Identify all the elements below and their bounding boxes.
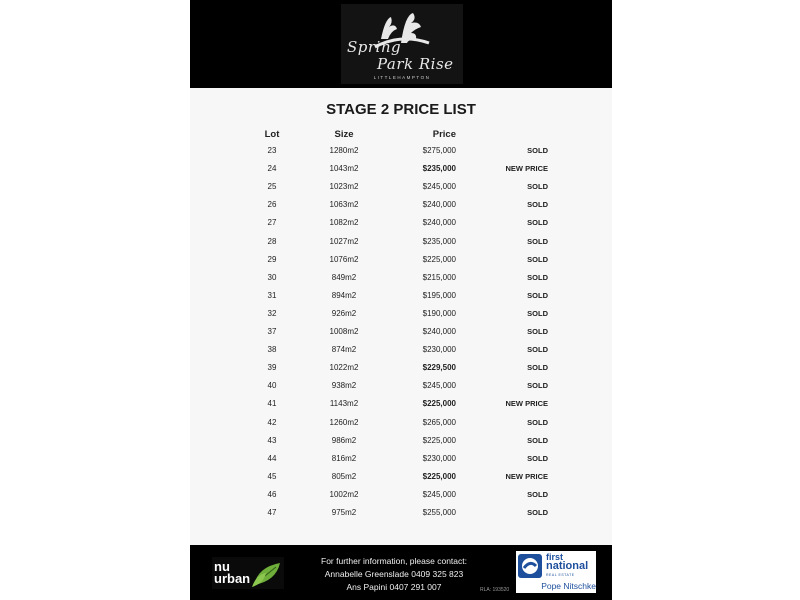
size-cell: 1023m2 [329, 182, 359, 192]
leaf-icon [252, 561, 282, 587]
table-row [190, 146, 612, 164]
lot-cell: 39 [267, 363, 277, 373]
page-title: STAGE 2 PRICE LIST [326, 101, 476, 118]
table-row [190, 164, 612, 182]
lot-cell: 42 [267, 417, 277, 427]
table-row [190, 345, 612, 363]
price-cell: $265,000 [422, 417, 456, 427]
size-cell: 1002m2 [329, 489, 359, 499]
lot-cell: 25 [267, 182, 277, 192]
price-cell: $225,000 [422, 399, 456, 409]
lot-cell: 41 [267, 399, 277, 409]
table-row [190, 363, 612, 381]
lot-cell: 38 [267, 345, 277, 355]
price-cell: $215,000 [422, 272, 456, 282]
price-cell: $225,000 [422, 471, 456, 481]
size-cell: 894m2 [331, 290, 357, 300]
status-cell: SOLD [527, 218, 548, 228]
size-cell: 1280m2 [329, 146, 359, 155]
size-cell: 1260m2 [329, 417, 359, 427]
lot-cell: 44 [267, 453, 277, 463]
price-cell: $240,000 [422, 327, 456, 336]
status-cell: SOLD [527, 363, 548, 373]
table-row [190, 309, 612, 327]
price-cell: $235,000 [422, 236, 456, 246]
price-cell: $225,000 [422, 254, 456, 264]
status-cell: SOLD [527, 453, 548, 463]
table-row [190, 255, 612, 273]
header-band [190, 0, 612, 88]
lot-cell: 45 [267, 471, 277, 481]
lot-cell: 29 [267, 254, 277, 264]
status-cell: SOLD [527, 254, 548, 264]
price-cell: $245,000 [422, 182, 456, 192]
price-cell: $225,000 [422, 435, 456, 445]
price-cell: $245,000 [422, 381, 456, 391]
size-cell: 1143m2 [329, 399, 359, 409]
table-row [190, 490, 612, 508]
first-national-sub: REAL ESTATE [546, 573, 575, 577]
table-row [190, 418, 612, 436]
column-header-lot: Lot [264, 129, 280, 140]
logo-text-line2: Park Rise [377, 55, 454, 73]
price-cell: $240,000 [422, 218, 456, 228]
table-row [190, 237, 612, 255]
first-national-emblem-icon [518, 554, 542, 578]
table-row [190, 273, 612, 291]
contact-annabelle: Annabelle Greenslade 0409 325 823 [324, 569, 464, 579]
spring-park-rise-logo [341, 4, 463, 84]
status-cell: SOLD [527, 182, 548, 192]
size-cell: 926m2 [331, 308, 357, 318]
table-row [190, 454, 612, 472]
table-row [190, 291, 612, 309]
nu-urban-logo-text [214, 561, 250, 585]
status-cell: SOLD [527, 327, 548, 336]
size-cell: 1076m2 [329, 254, 359, 264]
status-cell: SOLD [527, 236, 548, 246]
first-national-line1: first [546, 552, 564, 562]
size-cell: 1027m2 [329, 236, 359, 246]
lot-cell: 30 [267, 272, 277, 282]
status-cell: SOLD [527, 417, 548, 427]
size-cell: 1043m2 [329, 164, 359, 174]
price-cell: $235,000 [422, 164, 456, 174]
price-cell: $275,000 [422, 146, 456, 155]
status-cell: NEW PRICE [505, 399, 548, 409]
size-cell: 1082m2 [329, 218, 359, 228]
table-row [190, 399, 612, 417]
contact-ans: Ans Papini 0407 291 007 [346, 582, 442, 592]
column-header-price: Price [432, 129, 456, 140]
price-cell: $230,000 [422, 453, 456, 463]
size-cell: 1008m2 [329, 327, 359, 336]
first-national-line2: national [546, 560, 589, 572]
rla-number: RLA: 193520 [480, 587, 510, 593]
table-row [190, 327, 612, 345]
lot-cell: 24 [267, 164, 277, 174]
price-cell: $229,500 [422, 363, 456, 373]
status-cell: SOLD [527, 146, 548, 155]
price-cell: $230,000 [422, 345, 456, 355]
lot-cell: 32 [267, 308, 277, 318]
price-cell: $255,000 [422, 508, 456, 517]
size-cell: 816m2 [331, 453, 357, 463]
price-cell: $240,000 [422, 200, 456, 210]
status-cell: SOLD [527, 290, 548, 300]
size-cell: 1022m2 [329, 363, 359, 373]
price-cell: $190,000 [422, 308, 456, 318]
lot-cell: 37 [267, 327, 277, 336]
lot-cell: 40 [267, 381, 277, 391]
price-cell: $195,000 [422, 290, 456, 300]
lot-cell: 28 [267, 236, 277, 246]
status-cell: SOLD [527, 508, 548, 517]
first-national-logo [516, 551, 596, 593]
table-row [190, 472, 612, 490]
status-cell: SOLD [527, 381, 548, 391]
size-cell: 1063m2 [329, 200, 359, 210]
size-cell: 986m2 [331, 435, 357, 445]
table-row [190, 182, 612, 200]
status-cell: SOLD [527, 200, 548, 210]
lot-cell: 47 [267, 508, 277, 517]
lot-cell: 26 [267, 200, 277, 210]
footer-band [190, 545, 612, 600]
table-row [190, 436, 612, 454]
nu-logo-line2: urban [214, 571, 251, 586]
status-cell: SOLD [527, 435, 548, 445]
lot-cell: 31 [267, 290, 277, 300]
status-cell: NEW PRICE [505, 471, 548, 481]
price-list-document [190, 0, 612, 600]
logo-subtitle: LITTLEHAMPTON [373, 75, 431, 80]
nu-urban-logo [212, 557, 284, 589]
size-cell: 849m2 [331, 272, 357, 282]
table-row [190, 200, 612, 218]
contact-intro: For further information, please contact: [321, 556, 467, 566]
first-national-branch: Pope Nitschke [516, 581, 596, 593]
table-row [190, 508, 612, 526]
size-cell: 938m2 [331, 381, 357, 391]
nu-logo-line1: nu [214, 559, 230, 574]
table-row [190, 381, 612, 399]
status-cell: SOLD [527, 489, 548, 499]
size-cell: 805m2 [331, 471, 357, 481]
first-national-swoosh-icon [518, 554, 542, 578]
status-cell: SOLD [527, 272, 548, 282]
status-cell: SOLD [527, 345, 548, 355]
column-header-size: Size [334, 129, 354, 140]
size-cell: 874m2 [331, 345, 357, 355]
contact-info [294, 555, 494, 594]
lot-cell: 46 [267, 489, 277, 499]
lot-cell: 27 [267, 218, 277, 228]
price-cell: $245,000 [422, 489, 456, 499]
logo-text-line1: Spring [347, 38, 402, 56]
status-cell: NEW PRICE [505, 164, 548, 174]
status-cell: SOLD [527, 308, 548, 318]
table-row [190, 218, 612, 236]
lot-cell: 43 [267, 435, 277, 445]
lot-cell: 23 [267, 146, 277, 155]
size-cell: 975m2 [331, 508, 357, 517]
